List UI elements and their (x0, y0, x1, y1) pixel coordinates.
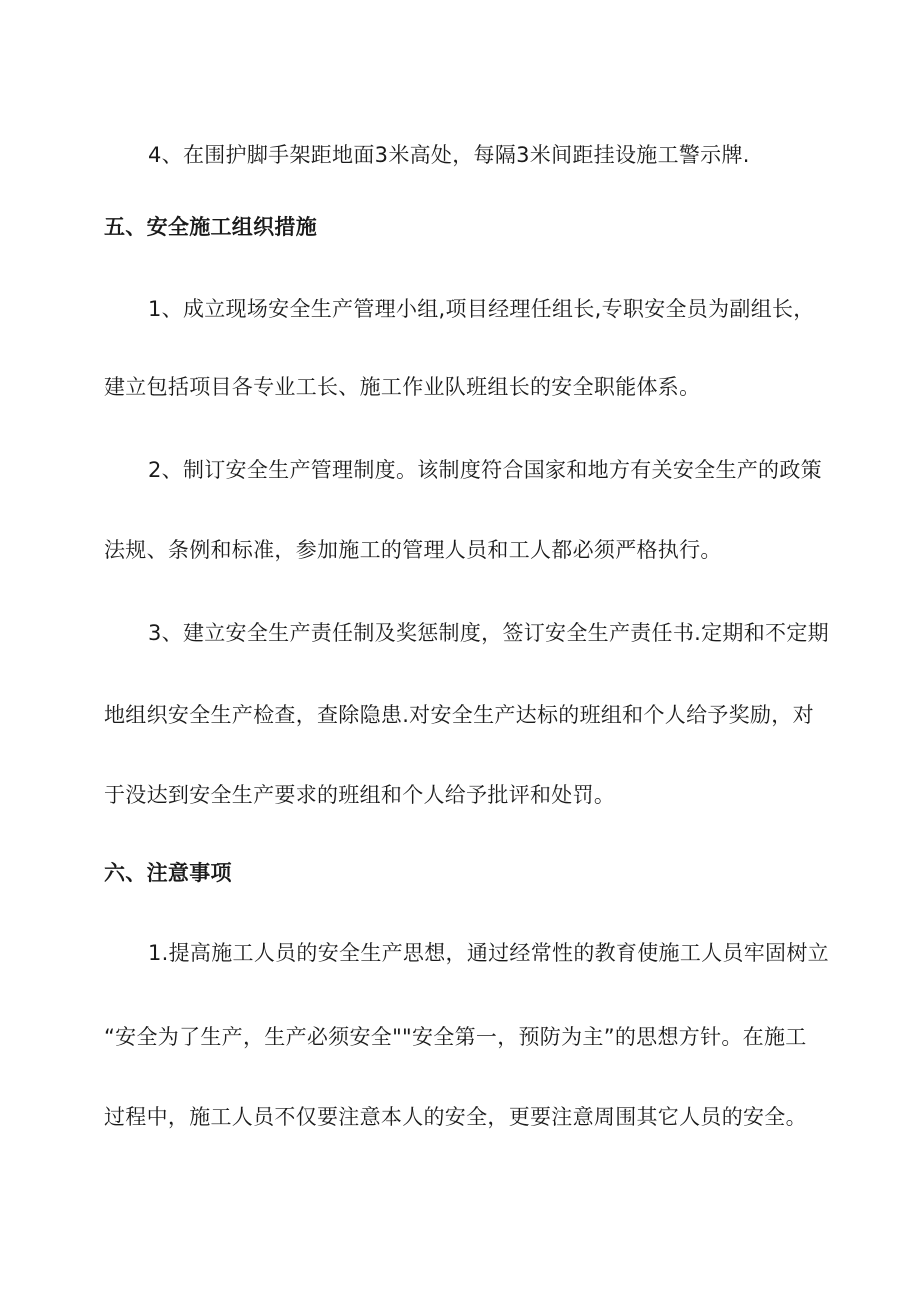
section-5-item-2-line-2: 法规、条例和标准，参加施工的管理人员和工人都必须严格执行。 (104, 538, 722, 562)
section-5-item-3-line-3: 于没达到安全生产要求的班组和个人给予批评和处罚。 (104, 783, 616, 807)
section-5-item-3-line-2: 地组织安全生产检查，查除隐患.对安全生产达标的班组和个人给予奖励，对 (104, 703, 814, 727)
section-6-item-1-line-1: 1.提高施工人员的安全生产思想，通过经常性的教育使施工人员牢固树立 (148, 941, 829, 965)
section-6-heading: 六、注意事项 (104, 861, 232, 885)
section-5-item-1-line-1: 1、成立现场安全生产管理小组,项目经理任组长,专职安全员为副组长， (148, 297, 815, 321)
section-5-item-2-line-1: 2、制订安全生产管理制度。该制度符合国家和地方有关安全生产的政策 (148, 458, 822, 482)
section-5-item-3-line-1: 3、建立安全生产责任制及奖惩制度，签订安全生产责任书.定期和不定期 (148, 621, 829, 645)
section-6-item-1-line-2: “安全为了生产，生产必须安全""安全第一，预防为主”的思想方针。在施工 (104, 1025, 807, 1049)
section-5-item-1-line-2: 建立包括项目各专业工长、施工作业队班组长的安全职能体系。 (104, 375, 701, 399)
paragraph-item-4-line-1: 4、在围护脚手架距地面3米高处，每隔3米间距挂设施工警示牌. (148, 143, 750, 167)
section-5-heading: 五、安全施工组织措施 (104, 215, 317, 239)
section-6-item-1-line-3: 过程中，施工人员不仅要注意本人的安全，更要注意周围其它人员的安全。 (104, 1105, 807, 1129)
